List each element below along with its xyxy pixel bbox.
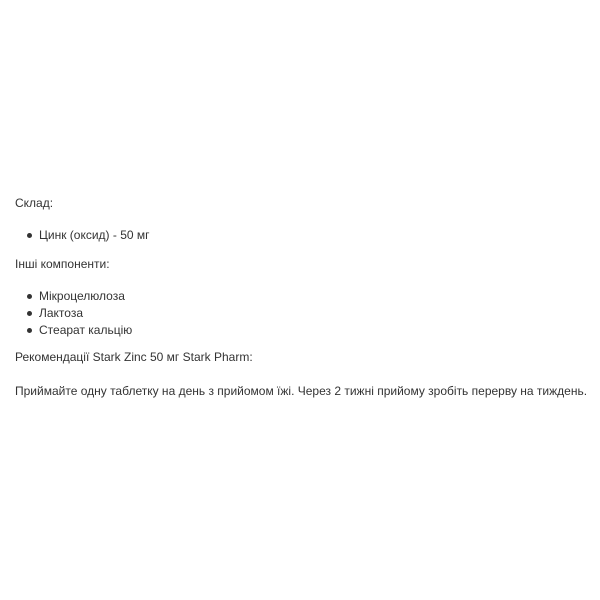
list-item — [15, 288, 132, 305]
recommendations-text: Приймайте одну таблетку на день з прийомом їжі. Через 2 тижні прийому зробіть перерву на тиждень. — [15, 384, 588, 398]
list-item-text: Лактоза — [39, 306, 84, 320]
other-components-list — [15, 288, 132, 339]
list-item — [15, 322, 132, 339]
list-item-text: Мікроцелюлоза — [39, 289, 125, 303]
list-item — [15, 305, 132, 322]
bullet-icon — [27, 233, 32, 238]
bullet-icon — [27, 328, 32, 333]
composition-list — [15, 227, 150, 244]
composition-heading: Склад: — [15, 196, 54, 210]
bullet-icon — [27, 311, 32, 316]
list-item — [15, 227, 150, 244]
bullet-icon — [27, 294, 32, 299]
list-item-text: Цинк (оксид) - 50 мг — [39, 228, 150, 242]
list-item-text: Стеарат кальцію — [39, 323, 133, 337]
other-components-heading: Інші компоненти: — [15, 257, 110, 271]
recommendations-heading: Рекомендації Stark Zinc 50 мг Stark Pharm: — [15, 350, 253, 364]
